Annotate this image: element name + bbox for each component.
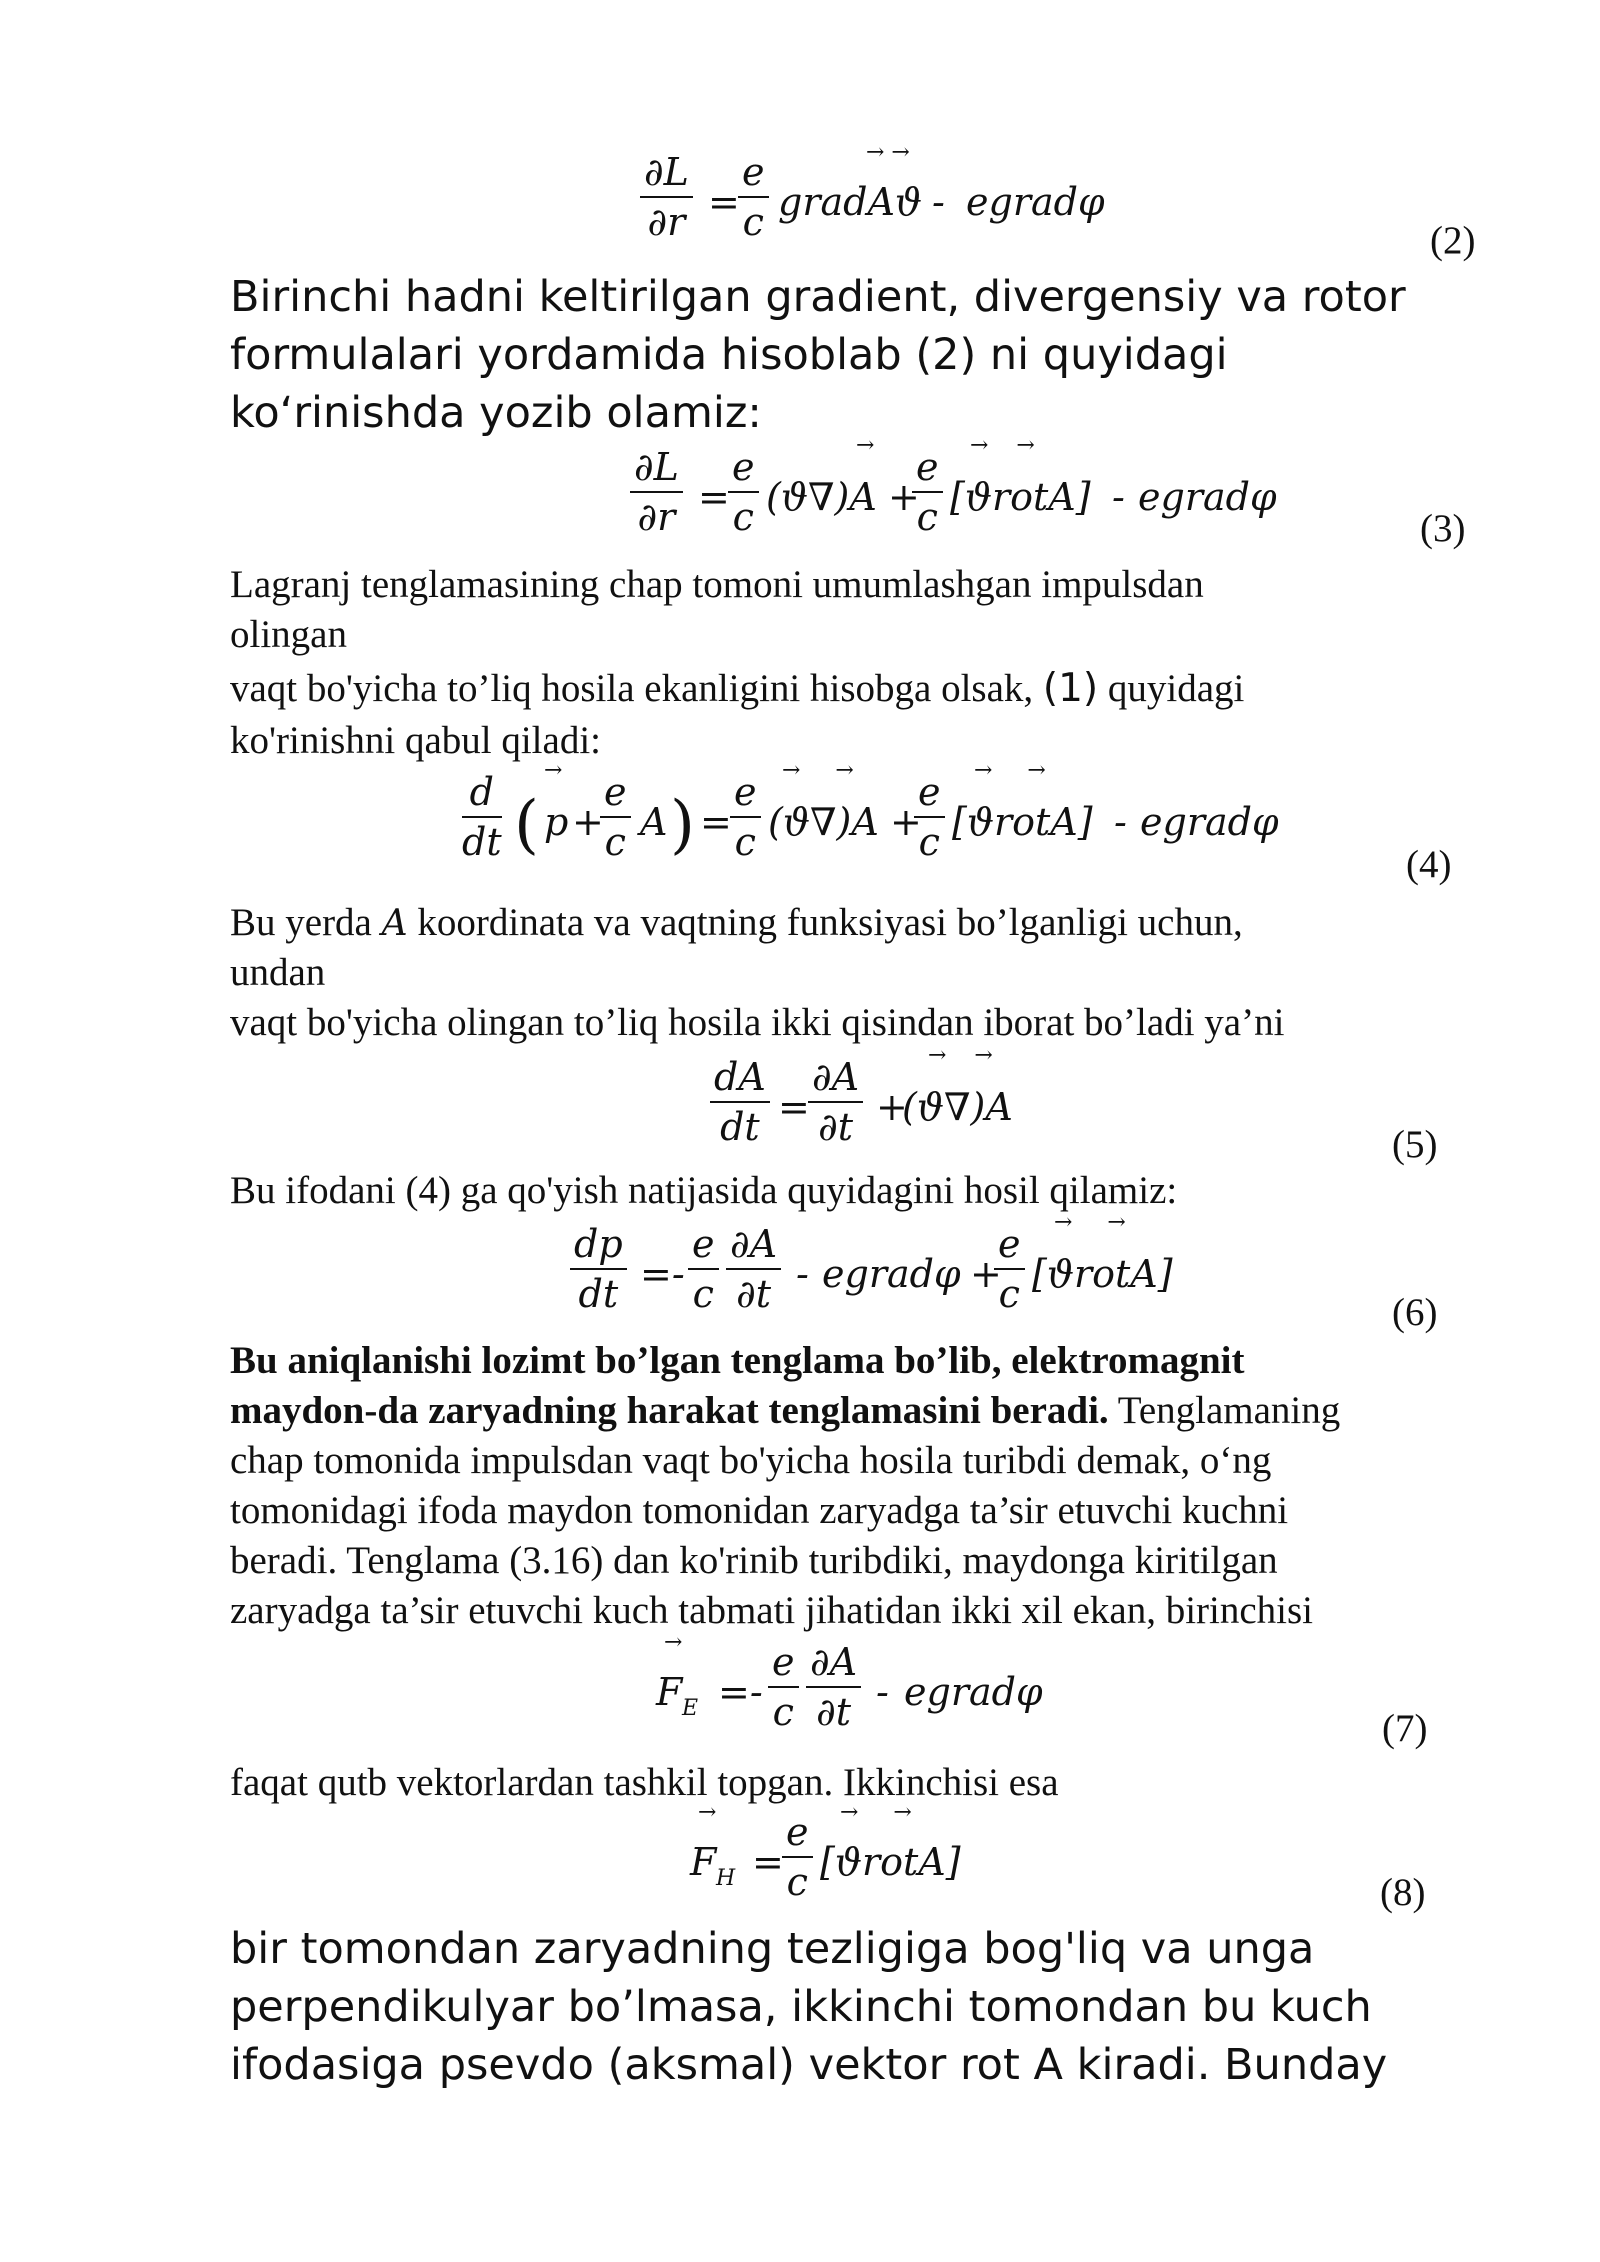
eq4-coef-num: e <box>600 770 631 818</box>
eq3-coef2-den: c <box>916 495 938 539</box>
eq4-p: p <box>544 800 569 844</box>
paragraph-4-line-1: Bu ifodani (4) ga qo'yish natijasida quyidagini hosil qilamiz: <box>230 1169 1178 1212</box>
equation-6 <box>570 1210 1190 1332</box>
paragraph-3-line-1 <box>230 900 1243 945</box>
paragraph-3-symbol-A: A <box>381 903 408 944</box>
eq6-coef2-num: e <box>994 1222 1025 1270</box>
eq2-lhs-fraction <box>640 150 693 244</box>
vector-arrow-icon: → → <box>782 758 854 783</box>
paragraph-5-line-2-bold: maydon-da zaryadning harakat tenglamasini beradi. <box>230 1389 1109 1432</box>
eq5-plus: + <box>876 1085 908 1129</box>
eq6-term: [ϑrotA] <box>1032 1252 1173 1296</box>
eq5-rhs-den: ∂t <box>818 1105 853 1149</box>
eq8-coef-fraction <box>782 1810 813 1904</box>
eq5-term: (ϑ∇)A <box>902 1085 1013 1129</box>
eq7-minus: - <box>876 1670 889 1714</box>
paragraph-2-line-3-end: quyidagi <box>1098 667 1245 710</box>
eq7-pd-fraction <box>806 1640 861 1734</box>
eq4-coef-fraction <box>600 770 631 864</box>
vector-arrow-icon: → → <box>970 433 1035 458</box>
eq8-equals: = <box>752 1840 784 1884</box>
eq5-equals: = <box>778 1085 810 1129</box>
paragraph-3-line-3: vaqt bo'yicha olingan to’liq hosila ikki qisindan iborat bo’ladi ya’ni <box>230 1001 1285 1044</box>
paragraph-2-line-3-ref: (1) <box>1042 666 1099 711</box>
paragraph-5-line-4: tomonidagi ifoda maydon tomonidan zaryadga ta’sir etuvchi kuchni <box>230 1489 1289 1532</box>
eq4-equals: = <box>700 800 732 844</box>
paragraph-2-line-3 <box>230 666 1244 711</box>
eq7-coef-fraction <box>768 1640 799 1734</box>
equation-number-4: (4) <box>1406 843 1452 886</box>
eq3-lhs-fraction <box>630 445 683 539</box>
equation-7 <box>656 1630 1076 1750</box>
eq4-d-den: dt <box>462 820 502 864</box>
paragraph-7-line-3: ifodasiga psevdo (aksmal) vektor rot A kiradi. Bunday <box>230 2040 1388 2090</box>
equation-number-5: (5) <box>1392 1123 1438 1166</box>
eq4-open-paren: ( <box>514 788 539 862</box>
eq4-minus: - <box>1114 800 1127 844</box>
paragraph-3-line-1-start: Bu yerda <box>230 901 382 944</box>
eq6-pd-den: ∂t <box>736 1272 771 1316</box>
paragraph-2-line-1: Lagranj tenglamasining chap tomoni umumlashgan impulsdan <box>230 563 1204 606</box>
eq4-d-fraction <box>462 770 502 864</box>
paragraph-7-line-1: bir tomondan zaryadning tezligiga bog'liq va unga <box>230 1924 1315 1974</box>
eq3-equals: = <box>698 475 730 519</box>
vector-arrow-icon: → → <box>974 758 1046 783</box>
eq4-plus: + <box>572 800 604 844</box>
eq3-coef2-fraction <box>912 445 943 539</box>
paragraph-5-line-6: zaryadga ta’sir etuvchi kuch tabmati jihatidan ikki xil ekan, birinchisi <box>230 1589 1314 1632</box>
eq5-lhs-den: dt <box>720 1105 760 1149</box>
eq5-rhs-fraction <box>808 1055 863 1149</box>
eq7-lhs-sub: E <box>682 1696 699 1721</box>
eq8-coef-den: c <box>786 1860 808 1904</box>
eq4-coef2-num: e <box>730 770 761 818</box>
eq4-term2: [ϑrotA] <box>952 800 1093 844</box>
eq4-A: A <box>640 800 668 844</box>
paragraph-5-line-2-rest: Tenglamaning <box>1108 1389 1341 1432</box>
eq7-lhs: F <box>656 1670 683 1714</box>
eq4-coef3-fraction <box>914 770 945 864</box>
eq3-coef-num: e <box>728 445 759 493</box>
eq4-coef2-fraction <box>730 770 761 864</box>
paragraph-2-line-2: olingan <box>230 613 347 656</box>
vector-arrow-icon: → → <box>866 140 910 165</box>
eq6-pd-num: ∂A <box>726 1222 781 1270</box>
equation-3 <box>630 433 1277 555</box>
eq6-lhs-fraction <box>570 1222 627 1316</box>
eq3-lhs-den: ∂r <box>637 495 676 539</box>
eq8-lhs-sub: H <box>716 1866 736 1891</box>
paragraph-6-line-1: faqat qutb vektorlardan tashkil topgan. Ikkinchisi esa <box>230 1761 1059 1804</box>
equation-number-2: (2) <box>1430 219 1476 262</box>
eq4-coef2-den: c <box>734 820 756 864</box>
vector-arrow-icon: → <box>544 758 563 783</box>
eq3-plus: + <box>888 475 920 519</box>
eq2-minus: - <box>932 180 945 224</box>
eq6-plus: + <box>970 1252 1002 1296</box>
equation-number-8: (8) <box>1380 1871 1426 1914</box>
eq7-equals: =- <box>718 1670 763 1714</box>
eq6-equals: =- <box>640 1252 685 1296</box>
eq2-tail: egradφ <box>966 180 1105 224</box>
eq6-lhs-den: dt <box>578 1272 619 1316</box>
eq4-close-paren: ) <box>670 788 695 862</box>
eq3-lhs-num: ∂L <box>630 445 683 493</box>
paragraph-5-line-2 <box>230 1388 1340 1433</box>
eq4-coef3-num: e <box>914 770 945 818</box>
eq7-coef-den: c <box>772 1690 794 1734</box>
eq8-coef-num: e <box>782 1810 813 1858</box>
equation-number-6: (6) <box>1392 1291 1438 1334</box>
eq6-coef-den: c <box>692 1272 714 1316</box>
eq3-term2: [ϑrotA] <box>950 475 1091 519</box>
eq6-mid: egradφ <box>822 1252 961 1296</box>
vector-arrow-icon: → → <box>1054 1210 1126 1235</box>
eq6-coef2-fraction <box>994 1222 1025 1316</box>
eq6-minus: - <box>796 1252 809 1296</box>
eq5-lhs-num: dA <box>710 1055 770 1103</box>
paragraph-5-line-3: chap tomonida impulsdan vaqt bo'yicha hosila turibdi demak, o‘ng <box>230 1439 1272 1482</box>
paragraph-3-line-1-end: koordinata va vaqtning funksiyasi bo’lganligi uchun, <box>407 901 1243 944</box>
eq2-equals: = <box>708 180 740 224</box>
eq5-rhs-num: ∂A <box>808 1055 863 1103</box>
equation-number-3: (3) <box>1420 507 1466 550</box>
paragraph-3-line-2: undan <box>230 951 326 994</box>
eq6-coef2-den: c <box>998 1272 1020 1316</box>
eq3-coef-den: c <box>732 495 754 539</box>
eq2-lhs-num: ∂L <box>640 150 693 198</box>
vector-arrow-icon: → <box>856 433 875 458</box>
equation-8 <box>690 1800 1010 1920</box>
eq6-coef-num: e <box>688 1222 719 1270</box>
eq4-term1: (ϑ∇)A <box>768 800 879 844</box>
vector-arrow-icon: → <box>664 1630 683 1655</box>
paragraph-1-line-3: ko‘rinishda yozib olamiz: <box>230 388 762 438</box>
eq3-term1: (ϑ∇)A <box>766 475 877 519</box>
equation-4 <box>462 758 1282 880</box>
eq3-minus: - <box>1112 475 1125 519</box>
eq6-pd-fraction <box>726 1222 781 1316</box>
eq7-coef-num: e <box>768 1640 799 1688</box>
eq2-coef-fraction <box>738 150 769 244</box>
equation-2 <box>640 140 1120 260</box>
eq6-coef-fraction <box>688 1222 719 1316</box>
eq7-pd-num: ∂A <box>806 1640 861 1688</box>
eq7-pd-den: ∂t <box>816 1690 851 1734</box>
eq4-coef3-den: c <box>918 820 940 864</box>
eq8-term: [ϑrotA] <box>820 1840 961 1884</box>
eq7-tail: egradφ <box>904 1670 1043 1714</box>
equation-5 <box>710 1043 1050 1165</box>
eq2-coef-den: c <box>742 200 764 244</box>
eq2-body: gradAϑ <box>778 180 923 224</box>
paragraph-5-line-1: Bu aniqlanishi lozimt bo’lgan tenglama bo’lib, elektromagnit <box>230 1339 1245 1382</box>
paragraph-1-line-1: Birinchi hadni keltirilgan gradient, divergensiy va rotor <box>230 272 1406 322</box>
equation-number-7: (7) <box>1382 1707 1428 1750</box>
eq8-lhs: F <box>690 1840 717 1884</box>
eq2-coef-num: e <box>738 150 769 198</box>
paragraph-2-line-4: ko'rinishni qabul qiladi: <box>230 719 601 762</box>
vector-arrow-icon: → → <box>928 1043 993 1068</box>
paragraph-7-line-2: perpendikulyar bo’lmasa, ikkinchi tomondan bu kuch <box>230 1982 1372 2032</box>
vector-arrow-icon: → → <box>840 1800 912 1825</box>
paragraph-5-line-5: beradi. Tenglama (3.16) dan ko'rinib turibdiki, maydonga kiritilgan <box>230 1539 1278 1582</box>
eq6-lhs-num: dp <box>570 1222 627 1270</box>
paragraph-1-line-2: formulalari yordamida hisoblab (2) ni quyidagi <box>230 330 1228 380</box>
eq4-plus2: + <box>890 800 922 844</box>
eq4-coef-den: c <box>604 820 626 864</box>
eq3-coef-fraction <box>728 445 759 539</box>
eq4-tail: egradφ <box>1140 800 1279 844</box>
eq2-lhs-den: ∂r <box>647 200 686 244</box>
vector-arrow-icon: → <box>698 1800 717 1825</box>
eq3-tail: egradφ <box>1138 475 1277 519</box>
paragraph-2-line-3-start: vaqt bo'yicha to’liq hosila ekanligini hisobga olsak, <box>230 667 1043 710</box>
eq3-coef2-num: e <box>912 445 943 493</box>
eq5-lhs-fraction <box>710 1055 770 1149</box>
eq4-d-num: d <box>462 770 502 818</box>
